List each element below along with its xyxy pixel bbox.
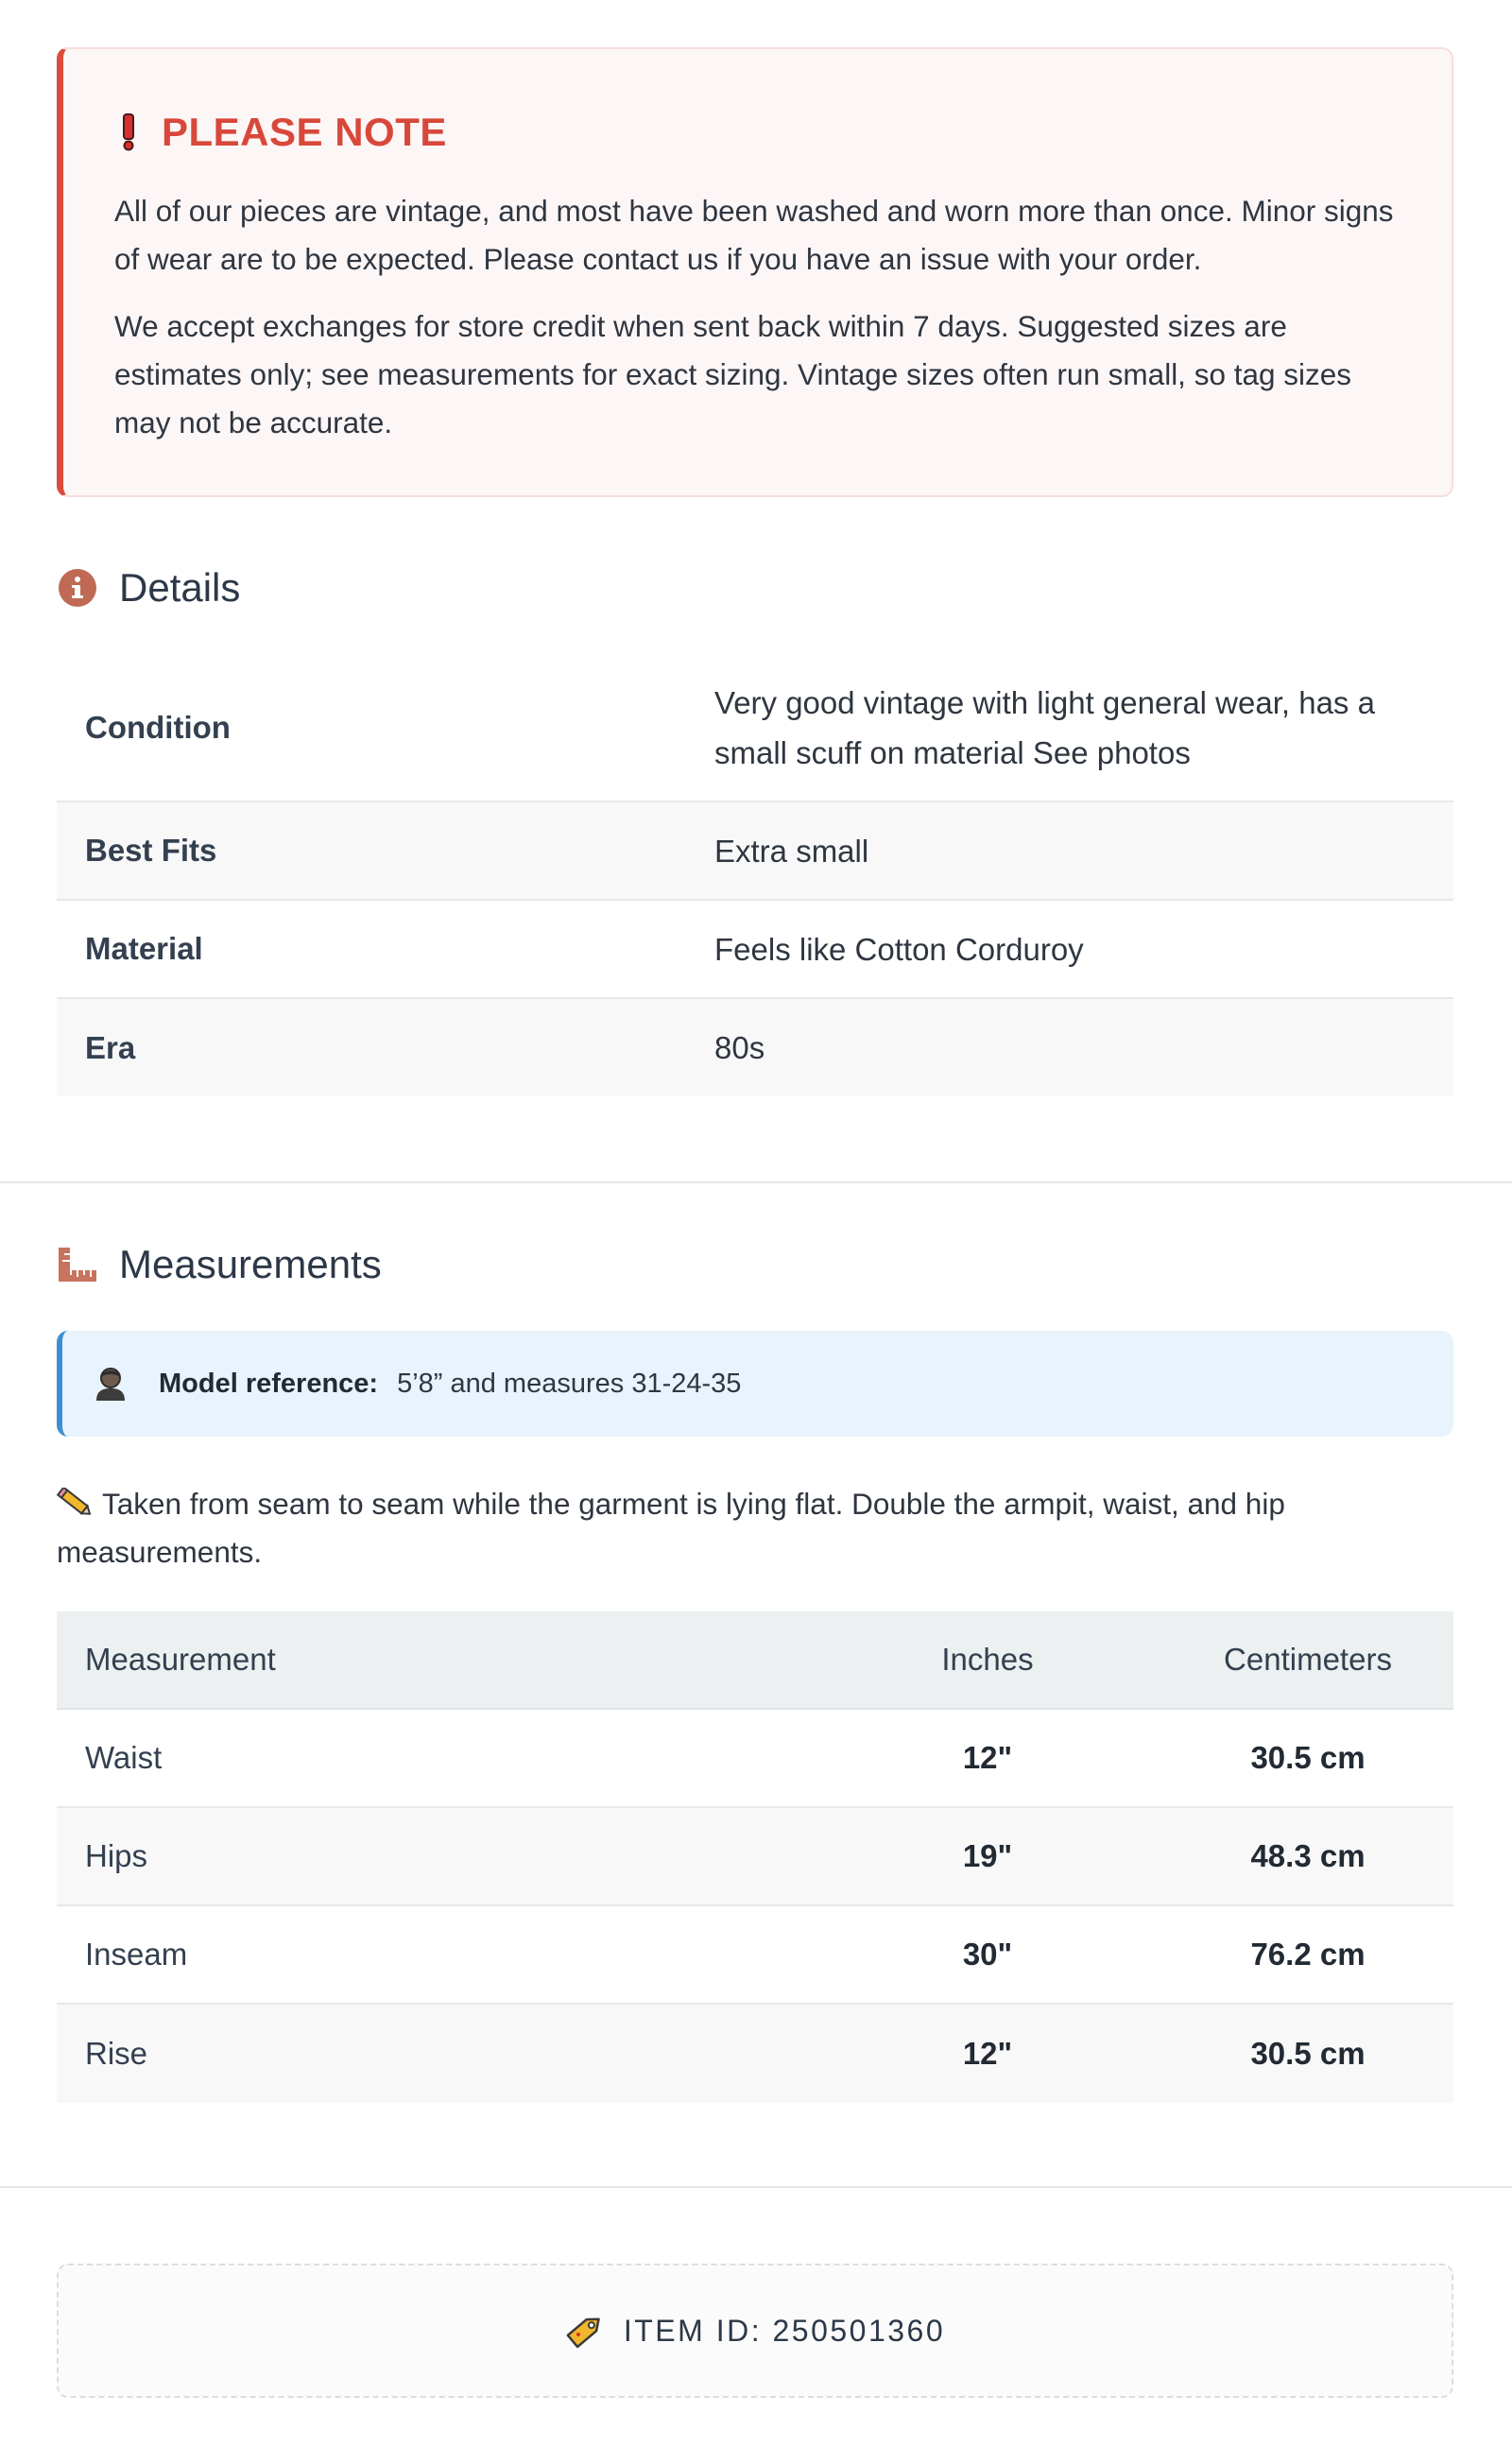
pencil-icon <box>57 1484 94 1514</box>
details-label: Material <box>85 931 203 966</box>
table-row <box>57 2005 1453 2103</box>
please-note-box <box>57 47 1453 497</box>
details-value: Feels like Cotton Corduroy <box>714 931 1084 967</box>
measurement-note <box>57 1480 1399 1576</box>
measurement-name: Inseam <box>85 1937 188 1972</box>
model-reference-value: 5’8” and measures 31-24-35 <box>397 1368 742 1399</box>
measurements-heading <box>57 1236 382 1293</box>
details-label: Best Fits <box>85 833 217 868</box>
ruler-icon <box>57 1244 98 1285</box>
item-id-box <box>57 2264 1453 2398</box>
measurement-inches: 30" <box>962 1937 1013 1972</box>
table-row <box>57 1710 1453 1808</box>
measurement-name: Rise <box>85 2036 148 2071</box>
details-row-best-fits <box>57 802 1453 901</box>
notice-title: PLEASE NOTE <box>162 110 447 154</box>
details-value: Very good vintage with light general wear, has a small scuff on material See photos <box>714 684 1375 770</box>
column-header-inches: Inches <box>941 1642 1034 1677</box>
details-title: Details <box>119 565 241 610</box>
measurement-name: Waist <box>85 1740 163 1775</box>
measurement-inches: 19" <box>962 1838 1013 1873</box>
item-id-text: ITEM ID: 250501360 <box>623 2313 946 2348</box>
model-reference-label: Model reference: <box>159 1368 379 1399</box>
person-icon <box>94 1365 129 1403</box>
table-row <box>57 1906 1453 2005</box>
details-label: Era <box>85 1029 136 1065</box>
measurement-centimeters: 76.2 cm <box>1250 1937 1366 1972</box>
details-row-era <box>57 999 1453 1096</box>
measurement-inches: 12" <box>962 2036 1013 2071</box>
measurement-note-text: Taken from seam to seam while the garment is lying flat. Double the armpit, waist, and hip measurements. <box>57 1487 1285 1569</box>
column-header-centimeters: Centimeters <box>1224 1642 1392 1677</box>
measurement-centimeters: 30.5 cm <box>1250 2036 1366 2071</box>
exclamation-icon <box>122 111 158 154</box>
details-value: Extra small <box>714 833 869 869</box>
measurements-table <box>57 1611 1453 2103</box>
measurement-inches: 12" <box>962 1740 1013 1775</box>
model-reference-callout <box>57 1331 1453 1437</box>
notice-paragraph-wear: All of our pieces are vintage, and most have been washed and worn more than once. Minor signs of wear are to be expected. Please contact us if you have an issue with your order. <box>114 194 1394 276</box>
measurement-centimeters: 48.3 cm <box>1250 1838 1366 1873</box>
notice-paragraph-exchanges: We accept exchanges for store credit when sent back within 7 days. Suggested sizes are estimates only; see measurements for exact sizing. Vintage sizes often run small, so tag sizes may not be accurate. <box>114 309 1352 439</box>
section-divider <box>0 2186 1512 2188</box>
info-circle-icon <box>57 567 98 609</box>
notice-heading <box>114 104 1404 161</box>
section-divider <box>0 1181 1512 1183</box>
measurement-centimeters: 30.5 cm <box>1250 1740 1366 1775</box>
measurements-title: Measurements <box>119 1242 382 1286</box>
column-header-measurement: Measurement <box>85 1642 276 1677</box>
details-label: Condition <box>85 709 231 745</box>
details-row-condition <box>57 654 1453 802</box>
details-row-material <box>57 901 1453 999</box>
measurement-name: Hips <box>85 1838 148 1873</box>
details-value: 80s <box>714 1030 765 1065</box>
price-tag-icon <box>565 2311 605 2351</box>
details-table <box>57 654 1453 1096</box>
table-row <box>57 1808 1453 1906</box>
table-header-row <box>57 1611 1453 1710</box>
details-heading <box>57 560 240 616</box>
